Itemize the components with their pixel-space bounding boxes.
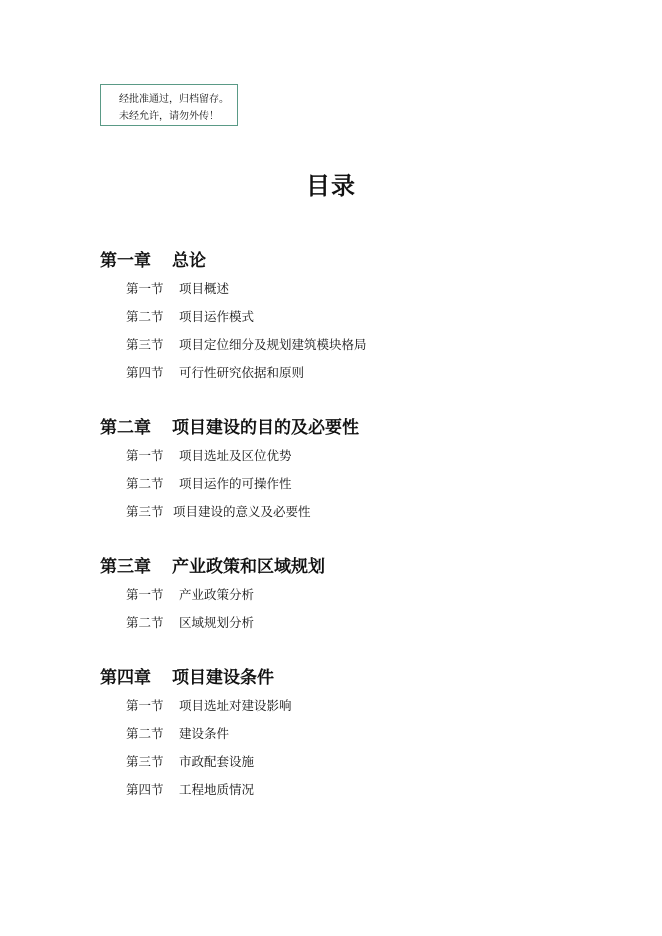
section-item bbox=[126, 275, 560, 303]
section-title: 建设条件 bbox=[179, 726, 230, 741]
section-item bbox=[126, 720, 560, 748]
section-title: 区域规划分析 bbox=[179, 615, 255, 630]
section-item bbox=[126, 442, 560, 470]
section-item bbox=[126, 331, 560, 359]
section-title: 项目定位细分及规划建筑模块格局 bbox=[179, 337, 367, 352]
chapter-number: 第四章 bbox=[100, 668, 151, 688]
chapter-3 bbox=[100, 555, 560, 637]
section-item bbox=[126, 470, 560, 498]
section-item bbox=[126, 692, 560, 720]
section-title: 项目建设的意义及必要性 bbox=[173, 504, 311, 519]
notice-line-2: 未经允许，请勿外传！ bbox=[119, 111, 219, 122]
section-item bbox=[126, 748, 560, 776]
section-number: 第三节 bbox=[126, 754, 164, 769]
section-list bbox=[100, 442, 560, 526]
section-title: 项目概述 bbox=[179, 281, 230, 296]
section-item bbox=[126, 498, 560, 526]
section-number: 第二节 bbox=[126, 476, 164, 491]
section-number: 第一节 bbox=[126, 698, 164, 713]
section-number: 第一节 bbox=[126, 587, 164, 602]
section-number: 第四节 bbox=[126, 782, 164, 797]
chapter-heading bbox=[100, 416, 560, 440]
notice-line-1: 经批准通过，归档留存。 bbox=[119, 94, 229, 105]
section-item bbox=[126, 303, 560, 331]
chapter-heading bbox=[100, 249, 560, 273]
section-title: 项目运作的可操作性 bbox=[179, 476, 292, 491]
chapter-title: 产业政策和区域规划 bbox=[172, 557, 325, 577]
section-number: 第二节 bbox=[126, 726, 164, 741]
chapter-2 bbox=[100, 416, 560, 526]
chapter-4 bbox=[100, 666, 560, 804]
section-list bbox=[100, 275, 560, 387]
section-number: 第二节 bbox=[126, 309, 164, 324]
confidentiality-notice-box bbox=[100, 84, 238, 126]
section-number: 第三节 bbox=[126, 337, 164, 352]
section-number: 第一节 bbox=[126, 448, 164, 463]
section-list bbox=[100, 581, 560, 637]
section-title: 项目选址及区位优势 bbox=[179, 448, 292, 463]
section-title: 项目选址对建设影响 bbox=[179, 698, 292, 713]
section-number: 第二节 bbox=[126, 615, 164, 630]
section-title: 可行性研究依据和原则 bbox=[179, 365, 305, 380]
section-title: 项目运作模式 bbox=[179, 309, 255, 324]
section-title: 市政配套设施 bbox=[179, 754, 255, 769]
chapter-title: 总论 bbox=[172, 251, 206, 271]
section-item bbox=[126, 609, 560, 637]
chapter-title: 项目建设条件 bbox=[172, 668, 274, 688]
section-item bbox=[126, 581, 560, 609]
chapter-number: 第二章 bbox=[100, 418, 151, 438]
chapter-number: 第三章 bbox=[100, 557, 151, 577]
chapter-heading bbox=[100, 666, 560, 690]
chapter-1 bbox=[100, 249, 560, 387]
toc-title: 目录 bbox=[306, 172, 356, 200]
chapter-number: 第一章 bbox=[100, 251, 151, 271]
section-title: 产业政策分析 bbox=[179, 587, 255, 602]
chapter-title: 项目建设的目的及必要性 bbox=[172, 418, 359, 438]
section-list bbox=[100, 692, 560, 804]
section-item bbox=[126, 776, 560, 804]
section-number: 第一节 bbox=[126, 281, 164, 296]
section-number: 第四节 bbox=[126, 365, 164, 380]
chapter-heading bbox=[100, 555, 560, 579]
section-number: 第三节 bbox=[126, 504, 164, 519]
section-item bbox=[126, 359, 560, 387]
section-title: 工程地质情况 bbox=[179, 782, 255, 797]
